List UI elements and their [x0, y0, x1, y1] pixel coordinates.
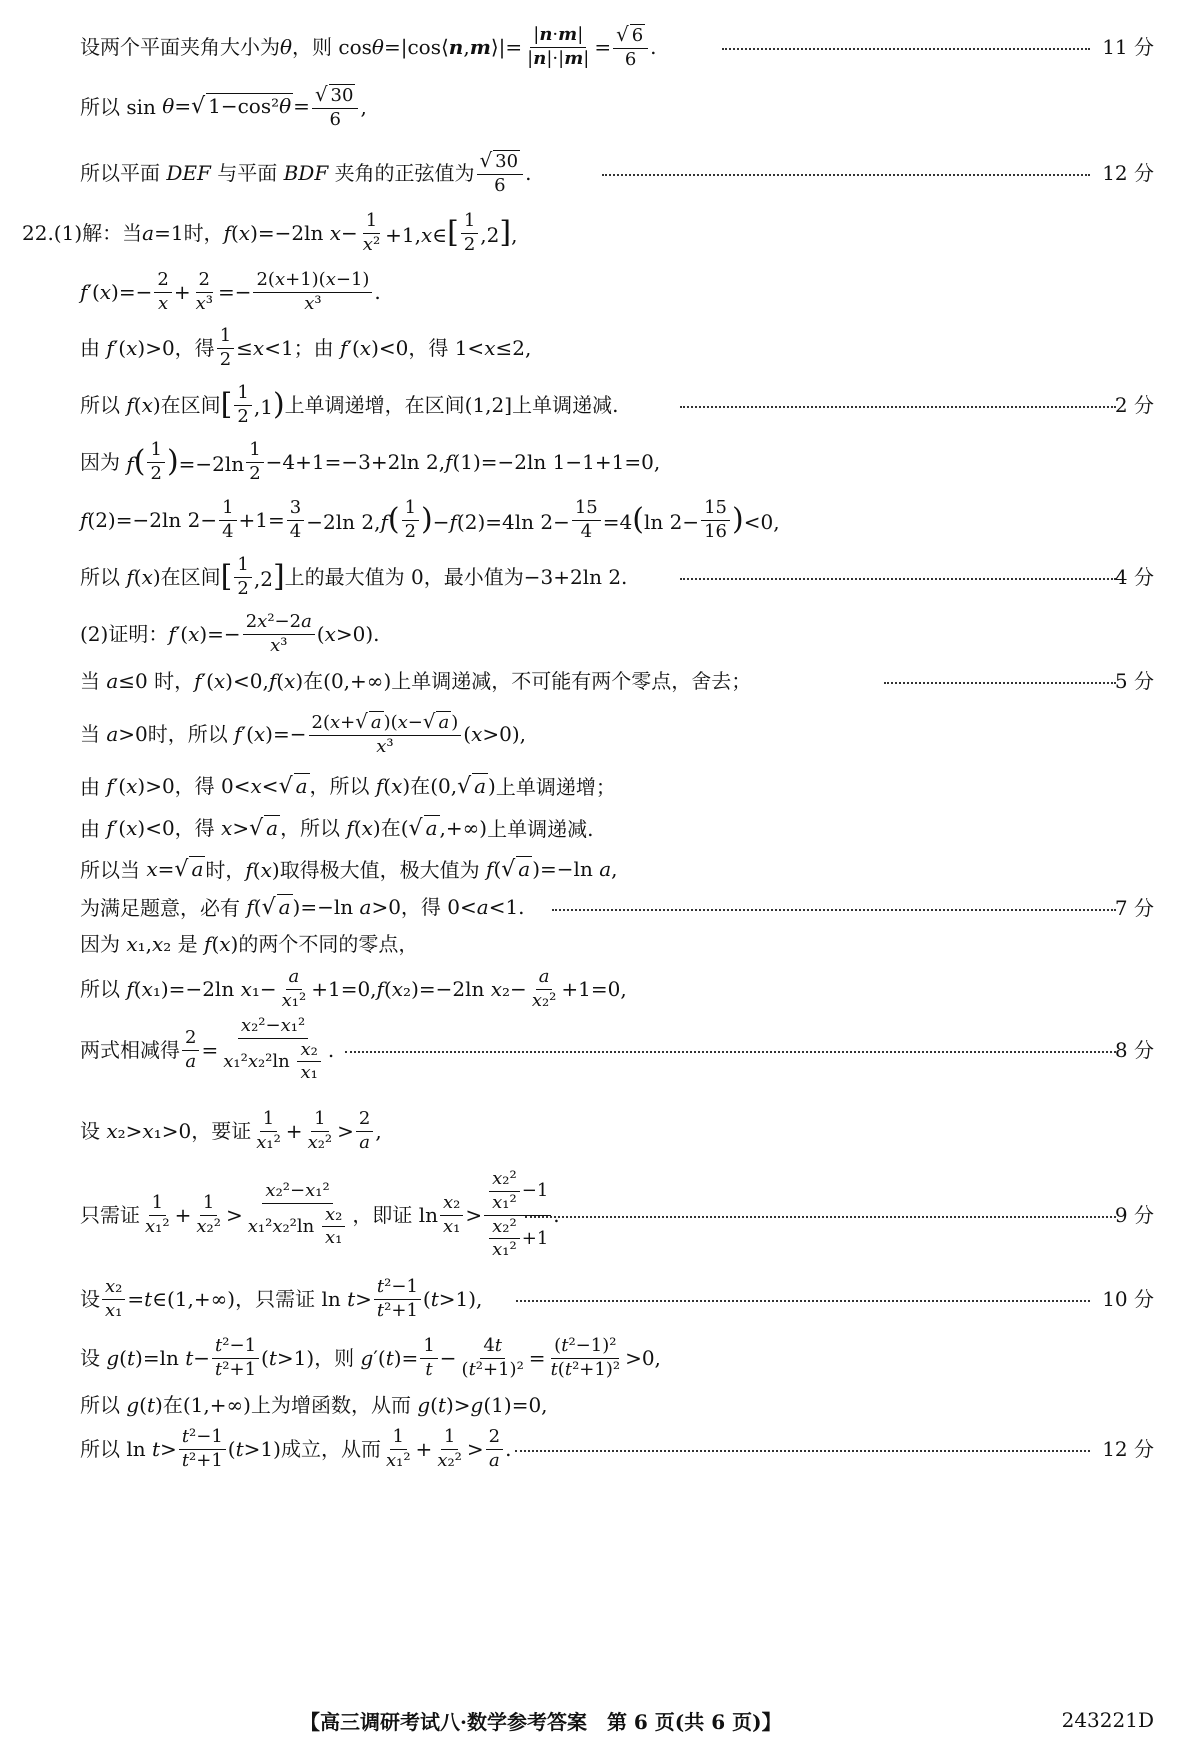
math-expr: (t>1), — [422, 1286, 483, 1311]
text-segment: 上单调递减. — [487, 816, 594, 841]
math-expr: [ — [220, 559, 233, 594]
math-expr: x₁,x₂ — [126, 931, 178, 956]
math-expr: + — [173, 279, 191, 304]
math-expr: − — [439, 1345, 457, 1370]
math-expr: x=√ a — [146, 857, 204, 883]
math-expr: . — [650, 34, 657, 59]
text-segment: 时， — [183, 220, 224, 245]
score-leader-dots — [884, 651, 1116, 711]
math-expr: . — [505, 1436, 512, 1461]
math-expr: g(t) — [126, 1392, 163, 1417]
solution-line-13 — [0, 704, 1200, 764]
math-expr: (x>0), — [463, 721, 526, 746]
math-expr: )=−2ln — [166, 444, 245, 479]
math-expr: f(2)=−2ln 2− — [80, 507, 218, 532]
math-expr: =− — [217, 279, 252, 304]
math-fraction: x₂²−x₁² x₁²x₂²ln $\frac{\text{x₂}}{\text{x₁}}$ — [220, 1016, 326, 1084]
solution-line-22 — [0, 1165, 1200, 1265]
math-expr: [ — [220, 387, 233, 422]
math-expr: (t>1) — [261, 1345, 315, 1370]
math-fraction: $\frac{2(x+√ a )(x-√ a )}{\text{x³}}$ — [309, 711, 462, 757]
text-segment: ，则 — [314, 1345, 355, 1370]
text-segment: 时，所以 — [147, 721, 228, 746]
math-fraction: $\frac{2}{a}$ — [182, 1028, 199, 1072]
math-fraction: $\frac{1}{2}$ — [147, 440, 164, 484]
math-expr: t> — [152, 1436, 177, 1461]
math-expr: f′(x)=− — [234, 721, 307, 746]
math-expr: > — [337, 1118, 354, 1143]
math-fraction: $\frac{15}{4}$ — [572, 498, 601, 542]
math-expr: ,2], — [480, 215, 518, 250]
math-fraction: $\frac{1}{2}$ — [461, 211, 478, 255]
math-expr: f′(x)<0，得 x>√ a ，所以 f(x)在(√ a ,+∞) — [106, 816, 488, 842]
math-theta: θ — [280, 34, 293, 59]
text-segment: ，即证 ln — [352, 1202, 438, 1227]
text-segment: 因为 — [80, 931, 120, 956]
math-expr: >0, — [625, 1345, 661, 1370]
math-fraction: $\frac{1}{\text{x₁²}}$ — [385, 1425, 411, 1471]
document-code: 243221D — [1061, 1708, 1154, 1732]
text-segment: 所以当 — [80, 857, 140, 882]
text-segment: 当 — [80, 721, 100, 746]
math-fraction: $\frac{\text{x₂²}}{\text{x₁²}}$ −1 $\frac{\text{x₂²}}{\text{x₁²}}$ +1 — [484, 1169, 551, 1261]
math-fraction: $\frac{2}{\text{x³}}$ — [195, 268, 213, 314]
math-plane: DEF — [160, 160, 218, 185]
score-mark: 12 分 — [1102, 160, 1154, 185]
score-mark: 4 分 — [1114, 564, 1154, 589]
text-segment: 时， — [205, 857, 246, 882]
score-mark: 9 分 — [1114, 1202, 1154, 1227]
math-expr: f′(x)=− — [80, 279, 153, 304]
text-segment: 上单调递增； — [495, 774, 616, 799]
math-expr: f(√ a )=−ln a, — [486, 857, 618, 883]
math-fraction: $\frac{1}{2}$ — [234, 555, 251, 599]
math-expr: . — [525, 160, 532, 185]
text-segment: (2)证明： — [80, 621, 169, 646]
math-fraction: $\frac{2}{a}$ — [486, 1427, 503, 1471]
math-expr: a≤0 时，f′(x)<0,f(x) — [106, 668, 304, 693]
text-segment: 在(1,+∞)上为增函数，从而 — [162, 1392, 411, 1417]
math-fraction: $\frac{a}{\text{x₁²}}$ — [281, 965, 307, 1011]
text-segment: 所以 — [80, 1392, 120, 1417]
solution-line-8 — [0, 432, 1200, 492]
score-leader-dots — [680, 375, 1116, 435]
math-expr: f(x) — [204, 931, 239, 956]
text-segment: 因为 — [80, 449, 120, 474]
solution-line-23 — [0, 1269, 1200, 1329]
solution-line-26 — [0, 1419, 1200, 1479]
math-expr: f′(x)>0，得 0<x<√ a ，所以 f(x)在(0,√ a ) — [106, 774, 496, 800]
solution-line-12 — [0, 651, 1200, 711]
math-theta: θ — [371, 34, 384, 59]
text-segment: ，要证 — [191, 1118, 252, 1143]
text-segment: 设两个平面夹角大小为 — [80, 34, 280, 59]
solution-line-20 — [0, 1012, 1200, 1088]
score-leader-dots — [722, 17, 1090, 77]
math-expr: (x>0). — [316, 621, 380, 646]
text-segment: 由 — [80, 335, 100, 360]
text-segment: 设 — [80, 1286, 100, 1311]
page-footer: 【高三调研考试八·数学参考答案 第 6 页(共 6 页)】 — [300, 1709, 782, 1734]
math-expr: a>0 — [106, 721, 148, 746]
text-segment: ，只需证 ln — [235, 1286, 341, 1311]
math-expr: ≤x<1；由 f′(x)<0，得 1<x≤2, — [236, 335, 532, 360]
math-fraction: $\frac{1}{\text{x₂²}}$ — [307, 1107, 333, 1153]
math-expr: f(x)=−2ln x− — [223, 220, 358, 245]
math-expr: x₂>x₁>0 — [106, 1118, 192, 1143]
text-segment: 与平面 — [217, 160, 278, 185]
math-expr: +1=0,f(x₂)=−2ln x₂− — [311, 976, 527, 1001]
math-fraction: $\frac{3}{4}$ — [287, 498, 304, 542]
math-fraction: $\frac{√ 6}{6}$ — [613, 24, 648, 70]
math-fraction: x₂²−x₁² x₁²x₂²ln $\frac{\text{x₂}}{\text{x₁}}$ — [245, 1181, 351, 1249]
text-segment: 在区间 — [160, 392, 221, 417]
math-expr: + — [174, 1202, 192, 1227]
math-fraction: $\frac{4t}{\text{(t²+1)²}}$ — [461, 1334, 524, 1380]
score-mark: 5 分 — [1114, 668, 1154, 693]
solution-line-4 — [0, 203, 1200, 263]
math-expr: +1,x∈[ — [385, 215, 459, 250]
math-expr: f(x) — [126, 564, 161, 589]
math-expr: =|cos⟨n,m⟩|= — [383, 34, 523, 59]
math-fraction: $\frac{1}{2}$ — [217, 326, 234, 370]
math-fraction: $\frac{√ 30}{6}$ — [477, 150, 524, 196]
text-segment: 上单调递增，在区间(1,2]上单调递减. — [284, 392, 619, 417]
solution-line-3 — [0, 143, 1200, 203]
text-segment: 所以 — [80, 392, 120, 417]
math-fraction: $\frac{1}{\text{x₂²}}$ — [196, 1191, 221, 1237]
text-segment: 所以 — [80, 564, 120, 589]
text-segment: 设 — [80, 1118, 100, 1143]
math-fraction: $\frac{|n\cdot m|}{|n|\cdot|m|}$ — [527, 23, 590, 69]
math-expr: . — [553, 1202, 560, 1227]
score-mark: 7 分 — [1114, 895, 1154, 920]
score-mark: 12 分 — [1102, 1436, 1154, 1461]
math-expr: f(x₁)=−2ln x₁− — [126, 976, 277, 1001]
math-expr: = — [528, 1345, 546, 1370]
math-expr: θ=√ 1−cos²θ = — [162, 94, 310, 120]
solution-line-6 — [0, 318, 1200, 378]
text-segment: 两式相减得 — [80, 1037, 180, 1062]
math-expr: f′(x)>0，得 — [106, 335, 215, 360]
math-expr: > — [465, 1202, 483, 1227]
solution-line-5 — [0, 262, 1200, 322]
math-expr: =t∈(1,+∞) — [127, 1286, 236, 1311]
solution-line-19 — [0, 959, 1200, 1019]
score-leader-dots — [525, 1165, 1116, 1265]
text-segment: ，则 cos — [292, 34, 372, 59]
math-expr: + — [415, 1436, 433, 1461]
text-segment: 22.(1)解：当 — [22, 220, 143, 245]
text-segment: 所以平面 — [80, 160, 160, 185]
math-expr: +1=0, — [561, 976, 627, 1001]
math-fraction: $\frac{2(x+1)(x-1)}{\text{x³}}$ — [253, 270, 372, 314]
score-leader-dots — [680, 547, 1116, 607]
math-fraction: $\frac{\text{x₂}}{\text{x₁}}$ — [440, 1193, 463, 1237]
text-segment: 夹角的正弦值为 — [334, 160, 475, 185]
text-segment: 取得极大值，极大值为 — [279, 857, 480, 882]
math-expr: . — [327, 1037, 335, 1062]
math-expr: f( — [126, 444, 146, 479]
math-expr: ,1) — [253, 387, 285, 422]
solution-line-9 — [0, 490, 1200, 550]
score-leader-dots — [345, 1012, 1116, 1088]
text-segment: 设 — [80, 1345, 100, 1370]
math-plane: BDF — [277, 160, 335, 185]
math-expr: , — [360, 94, 367, 119]
math-fraction: $\frac{\text{t²−1}}{\text{t²+1}}$ — [179, 1427, 226, 1471]
math-fraction: $\frac{\text{x₂}}{\text{x₁}}$ — [102, 1277, 125, 1321]
math-fraction: $\frac{1}{4}$ — [219, 498, 236, 542]
score-leader-dots — [515, 1419, 1090, 1479]
text-segment: 由 — [80, 816, 100, 841]
math-expr: )−f(2)=4ln 2− — [421, 502, 570, 537]
text-segment: = — [594, 34, 612, 59]
math-expr: t> — [347, 1286, 372, 1311]
math-expr: −4+1=−3+2ln 2,f(1)=−2ln 1−1+1=0, — [265, 449, 661, 474]
math-expr: . — [374, 279, 381, 304]
math-expr: =4(ln 2− — [602, 502, 700, 537]
text-segment: 上的最大值为 0，最小值为−3+2ln 2. — [284, 564, 628, 589]
score-mark: 8 分 — [1114, 1037, 1154, 1062]
math-fraction: $\frac{\text{t²−1}}{\text{t²+1}}$ — [212, 1336, 259, 1380]
math-expr: , — [375, 1118, 382, 1143]
math-fraction: $\frac{1}{2}$ — [234, 383, 251, 427]
score-mark: 2 分 — [1114, 392, 1154, 417]
math-expr: ,2] — [253, 559, 285, 594]
math-expr: f(x) — [126, 392, 161, 417]
text-segment: 当 — [80, 668, 100, 693]
solution-line-7 — [0, 375, 1200, 435]
math-fraction: $\frac{1}{\text{x₂²}}$ — [437, 1425, 462, 1471]
math-fraction: $\frac{\text{t²−1}}{\text{t²+1}}$ — [374, 1277, 421, 1321]
math-expr: +1= — [238, 507, 285, 532]
math-fraction: $\frac{1}{\text{x₁²}}$ — [256, 1107, 281, 1153]
math-fraction: $\frac{\text{(t²−1)²}}{\text{t(t²+1)²}}$ — [550, 1334, 621, 1380]
text-segment: 所以 sin — [80, 94, 156, 119]
math-expr: f(x) — [245, 857, 280, 882]
math-expr: f(√ a )=−ln a>0，得 0<a<1. — [246, 895, 525, 921]
text-segment: 所以 — [80, 976, 120, 1001]
text-segment: 所以 ln — [80, 1436, 146, 1461]
score-mark: 11 分 — [1102, 34, 1154, 59]
score-leader-dots — [516, 1269, 1090, 1329]
solution-line-1 — [0, 17, 1200, 77]
math-expr: > — [466, 1436, 484, 1461]
math-expr: g(t)=ln t− — [106, 1345, 211, 1370]
score-mark: 10 分 — [1102, 1286, 1154, 1311]
math-fraction: $\frac{\text{2x²−2a}}{\text{x³}}$ — [243, 612, 315, 656]
text-segment: 是 — [177, 931, 198, 956]
solution-line-21 — [0, 1101, 1200, 1161]
math-fraction: $\frac{1}{\text{x₁²}}$ — [145, 1191, 170, 1237]
math-fraction: $\frac{2}{x}$ — [154, 270, 171, 314]
math-expr: f′(x)=− — [168, 621, 241, 646]
math-expr: > — [225, 1202, 243, 1227]
text-segment: 为满足题意，必有 — [80, 895, 240, 920]
math-fraction: $\frac{a}{\text{x₂²}}$ — [531, 965, 557, 1011]
math-expr: −2ln 2,f( — [306, 502, 400, 537]
math-expr: = — [201, 1037, 219, 1062]
math-expr: + — [285, 1118, 303, 1143]
math-fraction: $\frac{2}{a}$ — [356, 1109, 373, 1153]
math-expr: g′(t)= — [360, 1345, 419, 1370]
text-segment: 在(0,+∞)上单调递减，不可能有两个零点，舍去； — [303, 668, 752, 693]
math-fraction: $\frac{15}{16}$ — [701, 498, 730, 542]
math-fraction: $\frac{1}{2}$ — [402, 498, 419, 542]
text-segment: 的两个不同的零点， — [238, 931, 419, 956]
text-segment: 只需证 — [80, 1202, 140, 1227]
text-segment: 成立，从而 — [280, 1436, 381, 1461]
math-expr: g(t)>g(1)=0, — [417, 1392, 548, 1417]
score-leader-dots — [602, 143, 1090, 203]
math-fraction: $\frac{1}{\text{x²}}$ — [362, 209, 381, 255]
solution-line-2 — [0, 74, 1200, 140]
math-expr: )<0, — [732, 502, 780, 537]
text-segment: 在区间 — [160, 564, 221, 589]
math-expr: a=1 — [142, 220, 184, 245]
math-fraction: $\frac{√ 30}{6}$ — [312, 84, 359, 130]
text-segment: 由 — [80, 774, 100, 799]
math-fraction: $\frac{1}{2}$ — [246, 440, 263, 484]
math-expr: (t>1) — [227, 1436, 281, 1461]
solution-line-10 — [0, 547, 1200, 607]
math-fraction: $\frac{1}{t}$ — [420, 1336, 437, 1380]
